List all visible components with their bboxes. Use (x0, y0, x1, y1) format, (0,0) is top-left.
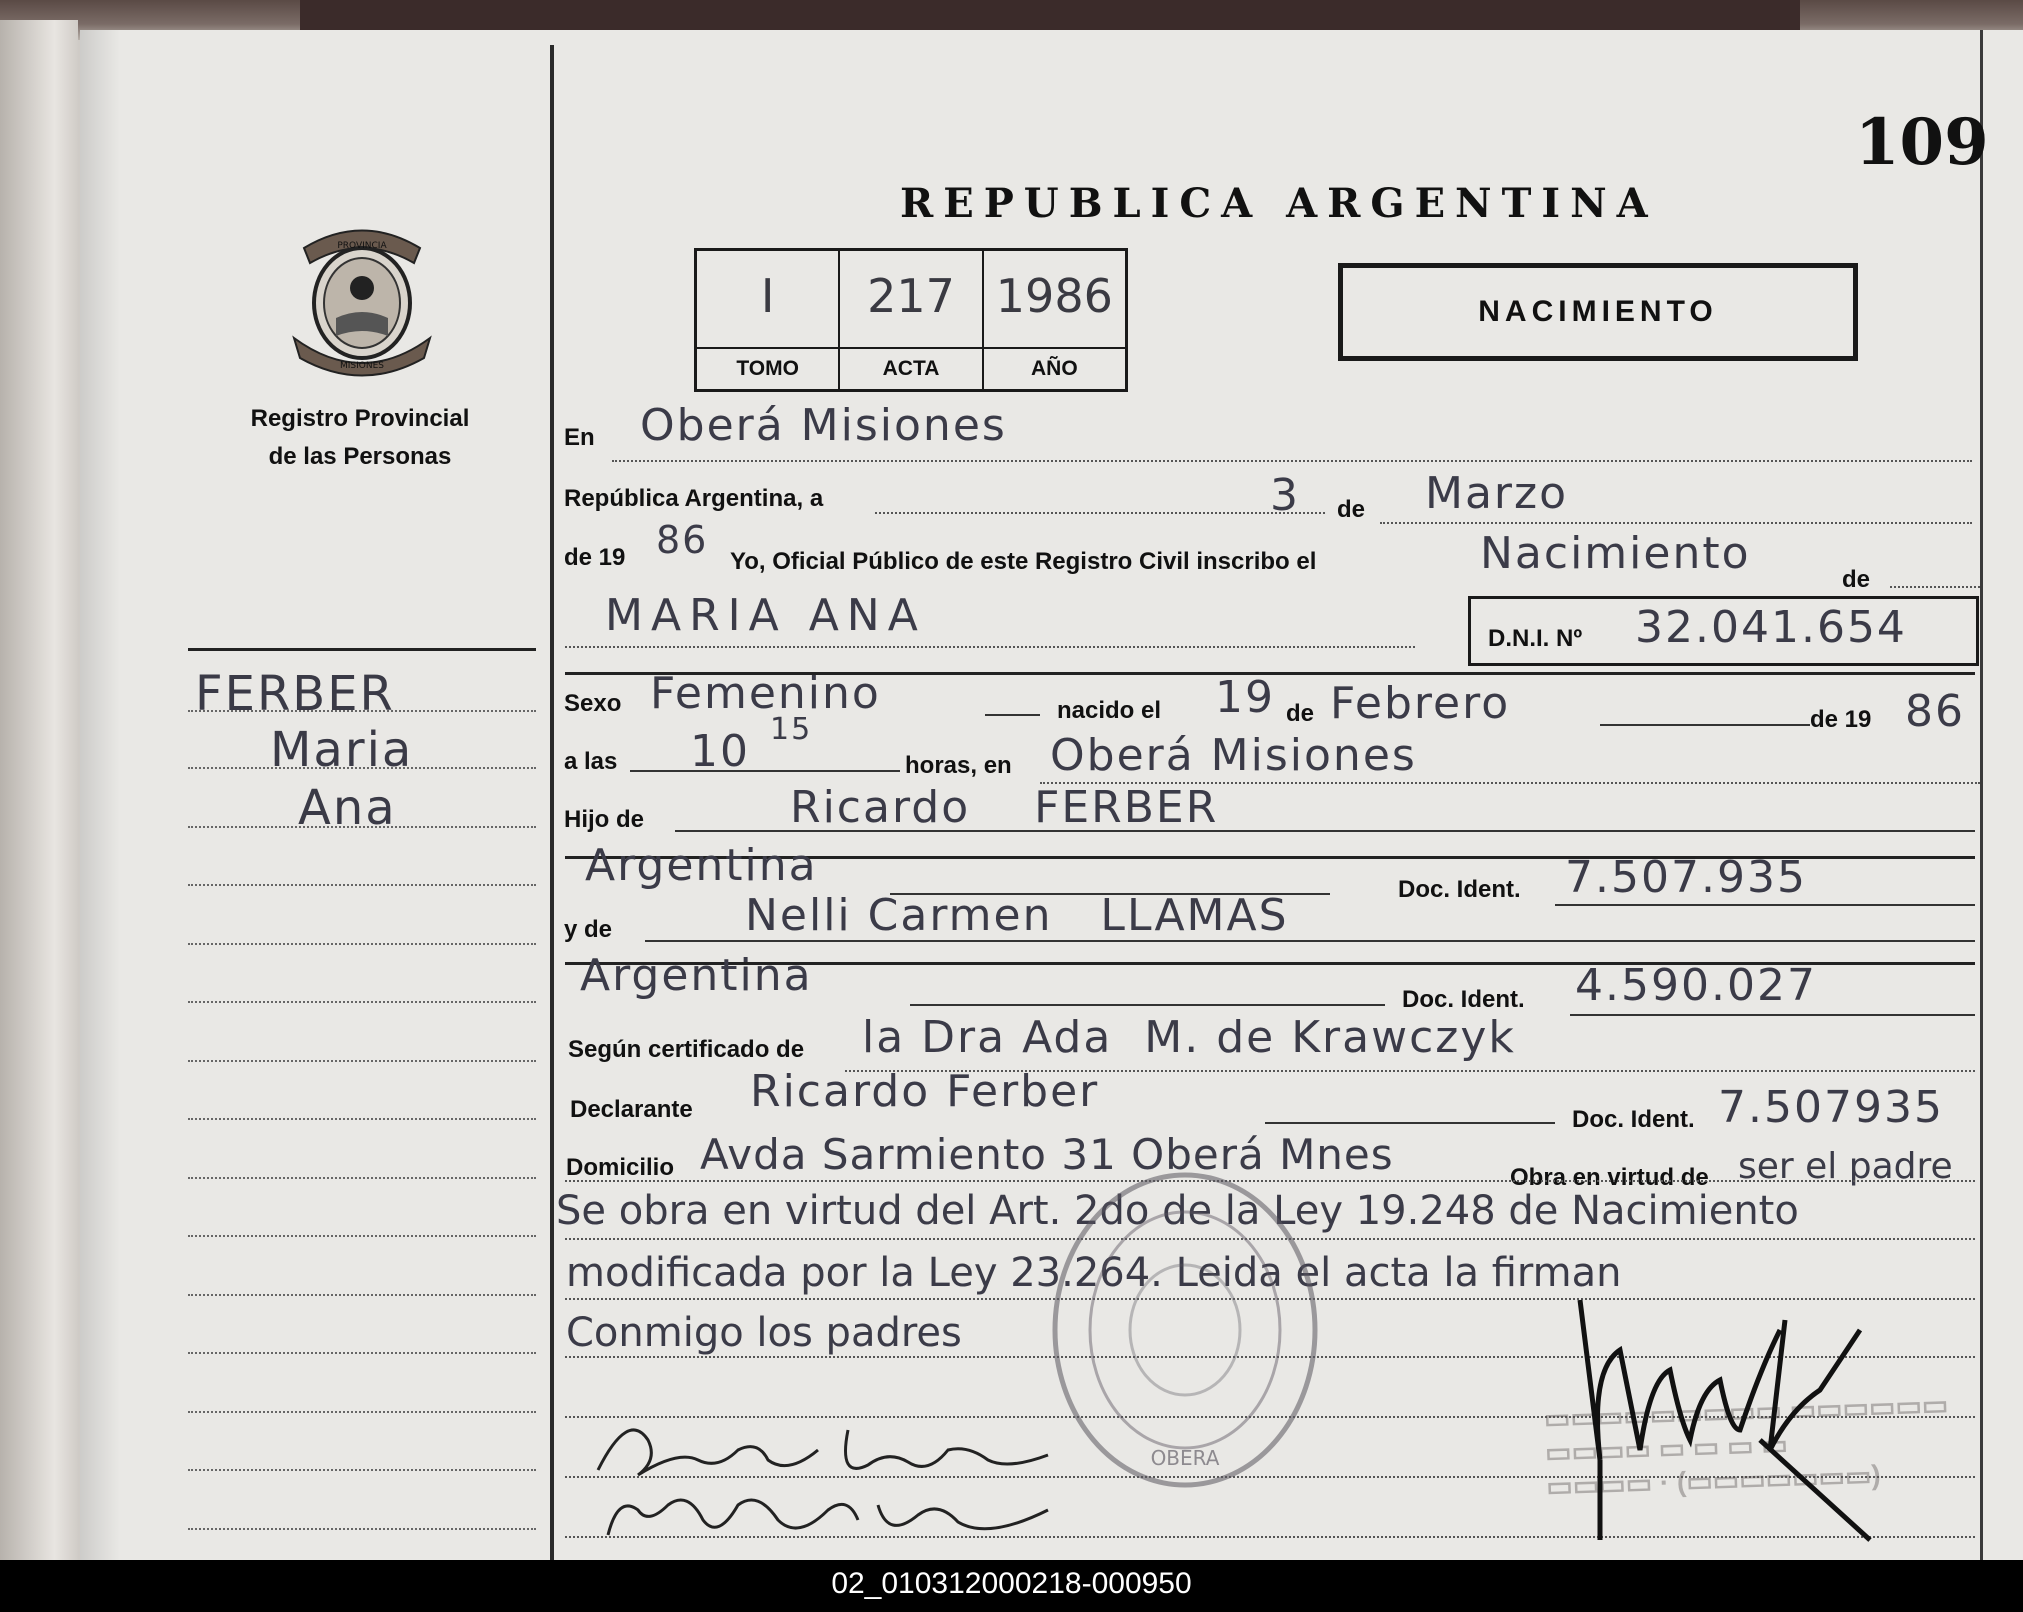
yde-label: y de (564, 916, 613, 943)
margin-given-name-2: Ana (298, 780, 397, 836)
mother-name: Nelli Carmen LLAMAS (745, 890, 1289, 941)
margin-surname: FERBER (195, 666, 395, 722)
anio-value: 1986 (995, 269, 1113, 323)
act-value: Nacimiento (1480, 528, 1751, 579)
provincial-emblem-icon (284, 218, 440, 383)
month-value: Marzo (1425, 468, 1569, 519)
note-line-1: Se obra en virtud del Art. 2do de la Ley 19.248 de Nacimiento (556, 1188, 1799, 1234)
father-name: Ricardo FERBER (790, 782, 1219, 833)
svg-text:MISIONES: MISIONES (339, 361, 385, 371)
republica-label: República Argentina, a (564, 485, 824, 512)
declarante-doc: 7.507935 (1718, 1082, 1944, 1133)
domicilio-label: Domicilio (566, 1154, 675, 1181)
image-caption: 02_010312000218-000950 (831, 1567, 1192, 1600)
anio-cell (984, 251, 1125, 389)
year-value: 86 (656, 518, 709, 562)
declarante-value: Ricardo Ferber (750, 1066, 1100, 1117)
svg-text:PROVINCIA: PROVINCIA (337, 241, 387, 251)
de-label: de (1337, 496, 1366, 523)
nacido-label: nacido el (1057, 697, 1162, 724)
document-title: REPUBLICA ARGENTINA (900, 180, 1658, 227)
note-line-2: modificada por la Ley 23.264. Leida el acta la firman (566, 1250, 1622, 1296)
tomo-cell (697, 251, 840, 389)
de19-label: de 19 (564, 544, 626, 571)
margin-given-name-1: Maria (270, 722, 414, 778)
mother-doc: 4.590.027 (1575, 960, 1817, 1011)
alas-label: a las (564, 748, 618, 775)
column-divider (550, 45, 554, 1560)
minute-value: 15 (770, 712, 813, 747)
declarante-doc-label: Doc. Ident. (1572, 1106, 1695, 1133)
registry-name: Registro Provincial de las Personas (250, 405, 470, 470)
yo-label: Yo, Oficial Público de este Registro Civil inscribo el (730, 548, 1317, 575)
birth-place: Oberá Misiones (1050, 730, 1417, 781)
declarante-label: Declarante (570, 1096, 693, 1123)
mother-nationality: Argentina (580, 950, 813, 1001)
reference-box (694, 248, 1128, 392)
acta-cell (840, 251, 983, 389)
anio-label: AÑO (984, 347, 1125, 389)
father-doc: 7.507.935 (1565, 852, 1807, 903)
horas-label: horas, en (905, 752, 1012, 779)
en-value: Oberá Misiones (640, 400, 1007, 451)
tomo-value: I (760, 269, 775, 323)
svg-text:OBERA: OBERA (1150, 1446, 1220, 1470)
mother-doc-label: Doc. Ident. (1402, 986, 1525, 1013)
rubber-stamp-text: ▭▭▭▭▭▭▭▭▭ ▭▭▭▭▭▭ ▭▭▭▭ ▭ ▭ ▭ ▭ ▭▭▭▭ · (▭▭▭▭▭▭▭) (1543, 1388, 1949, 1503)
de-label-3: de (1286, 700, 1315, 727)
cert-label: Según certificado de (568, 1036, 805, 1063)
cert-value: la Dra Ada M. de Krawczyk (862, 1012, 1516, 1063)
hijo-label: Hijo de (564, 806, 645, 833)
page-number: 109 (1855, 105, 1989, 180)
de-label-2: de (1842, 566, 1871, 593)
birth-month: Febrero (1330, 678, 1511, 729)
birth-day: 19 (1215, 672, 1275, 723)
right-border (1980, 30, 1983, 1560)
person-name: MARIA ANA (605, 590, 926, 641)
birth-year: 86 (1905, 686, 1965, 737)
father-nationality: Argentina (585, 840, 818, 891)
hour-value: 10 (690, 726, 750, 777)
parent-signatures (588, 1390, 1088, 1560)
record-type-box: NACIMIENTO (1338, 263, 1858, 361)
note-line-3: Conmigo los padres (566, 1310, 962, 1356)
dni-label: D.N.I. Nº (1488, 625, 1583, 652)
domicilio-value: Avda Sarmiento 31 Oberá Mnes (700, 1130, 1394, 1179)
en-label: En (564, 424, 595, 451)
acta-value: 217 (867, 269, 955, 323)
day-value: 3 (1270, 470, 1300, 521)
obra-label: Obra en virtud de (1510, 1164, 1709, 1191)
previous-page-edge (0, 20, 78, 1560)
dni-value: 32.041.654 (1635, 602, 1907, 653)
sexo-label: Sexo (564, 690, 622, 717)
officer-signature (1560, 1290, 1940, 1550)
tomo-label: TOMO (697, 347, 838, 389)
acta-label: ACTA (840, 347, 981, 389)
de19-label-2: de 19 (1810, 706, 1872, 733)
father-doc-label: Doc. Ident. (1398, 876, 1521, 903)
sexo-value: Femenino (650, 668, 881, 719)
obra-value: ser el padre (1738, 1146, 1953, 1187)
